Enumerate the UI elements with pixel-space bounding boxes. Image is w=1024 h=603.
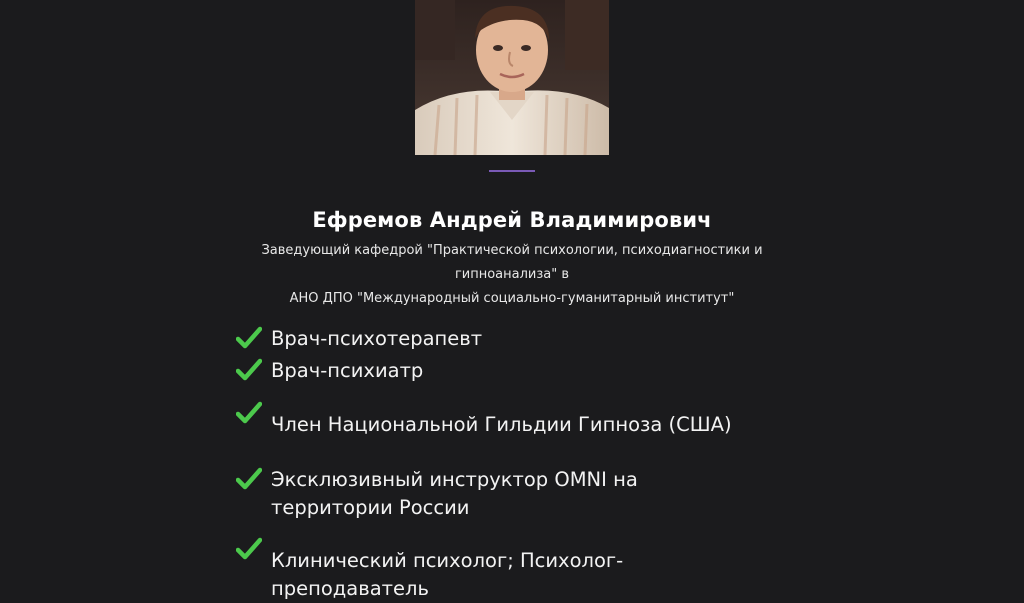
- position-line: гипноанализа" в: [454, 267, 570, 282]
- checkmark-icon: [236, 325, 262, 351]
- credential-item: [236, 536, 771, 603]
- position-line: АНО ДПО "Международный социально-гуманитарный институт": [289, 291, 735, 306]
- profile-photo: [415, 0, 609, 155]
- credential-item: [236, 357, 771, 385]
- credential-text: Врач-психотерапевт: [271, 327, 483, 350]
- profile-position: [250, 239, 774, 311]
- credential-text: Эксклюзивный инструктор OMNI на территории России: [271, 468, 638, 519]
- accent-divider: [489, 170, 535, 172]
- credential-item: [236, 400, 771, 439]
- checkmark-icon: [236, 357, 262, 383]
- portrait-image: [415, 0, 609, 155]
- checkmark-icon: [236, 400, 262, 426]
- credential-text: Врач-психиатр: [271, 359, 424, 382]
- position-line: Заведующий кафедрой "Практической психологии, психодиагностики и: [261, 243, 763, 258]
- credential-text: Клинический психолог; Психолог-преподаватель: [271, 549, 624, 600]
- credential-text: Член Национальной Гильдии Гипноза (США): [271, 413, 732, 436]
- checkmark-icon: [236, 466, 262, 492]
- credential-item: [236, 325, 771, 353]
- credential-item: [236, 466, 761, 522]
- profile-name: Ефремов Андрей Владимирович: [312, 208, 712, 232]
- checkmark-icon: [236, 536, 262, 562]
